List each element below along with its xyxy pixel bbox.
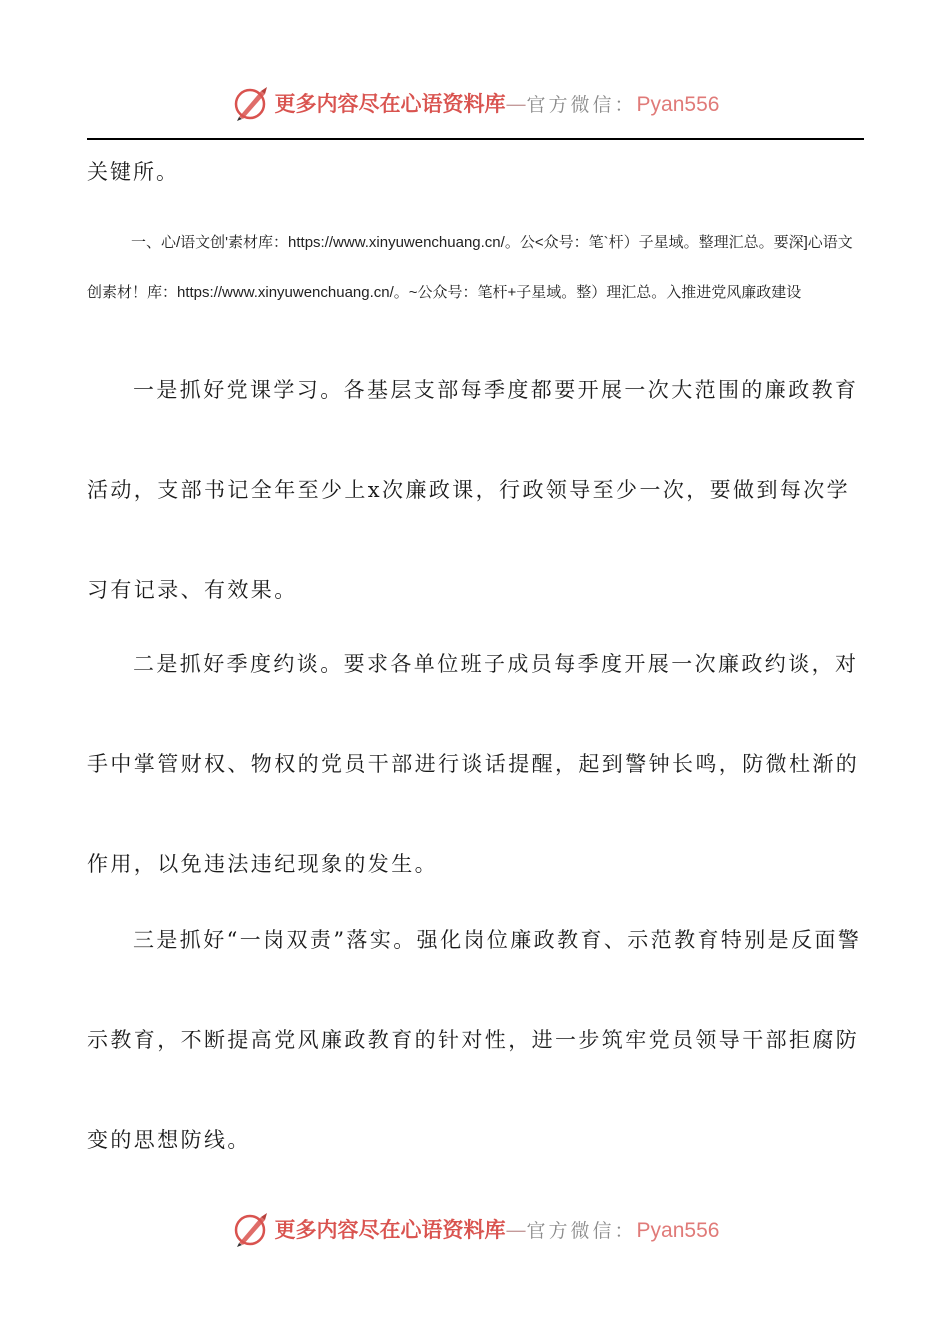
banner-wechat-id: Pyan556 [636,1219,720,1242]
header-divider [87,138,864,140]
banner-wechat-id: Pyan556 [636,93,720,116]
banner-dash: — [505,92,527,116]
header-banner [0,78,950,128]
header-banner-content [231,83,720,123]
body-paragraph-1: 一是抓好党课学习。各基层支部每季度都要开展一次大范围的廉政教育活动，支部书记全年至少上x次廉政课，行政领导至少一次，要做到每次学习有记录、有效果。 [87,378,859,602]
footer-banner-content [231,1209,720,1249]
banner-official-label: 官方微信： [526,94,637,116]
body-paragraph-2: 二是抓好季度约谈。要求各单位班子成员每季度开展一次廉政约谈，对手中掌管财权、物权的党员干部进行谈话提醒，起到警钟长鸣，防微杜渐的作用，以免违法违纪现象的发生。 [87,652,860,876]
pen-logo-icon [231,1209,271,1249]
section-heading-paragraph: 一、心/语文创'素材库：https://www.xinyuwenchuang.cn/。公<众号：笔`杆）子星域。整理汇总。要深]心语文创素材！库：https://www.xinyuwenchuang.cn/。~公众号：笔杆+子星域。整）理汇总。入推进党风廉政建设 [87,234,853,301]
banner-main-text: 更多内容尽在心语资料库 [274,91,506,116]
banner-main-text: 更多内容尽在心语资料库 [274,1217,506,1242]
footer-banner [0,1204,950,1254]
footer-banner-text [275,1214,720,1244]
pen-logo-icon [231,83,271,123]
continuation-line: 关键所。 [87,160,179,184]
banner-official-label: 官方微信： [526,1220,637,1242]
header-banner-text [275,88,720,118]
body-paragraph-3: 三是抓好“一岗双责”落实。强化岗位廉政教育、示范教育特别是反面警示教育，不断提高党风廉政教育的针对性，进一步筑牢党员领导干部拒腐防变的思想防线。 [87,928,862,1152]
banner-dash: — [505,1218,527,1242]
